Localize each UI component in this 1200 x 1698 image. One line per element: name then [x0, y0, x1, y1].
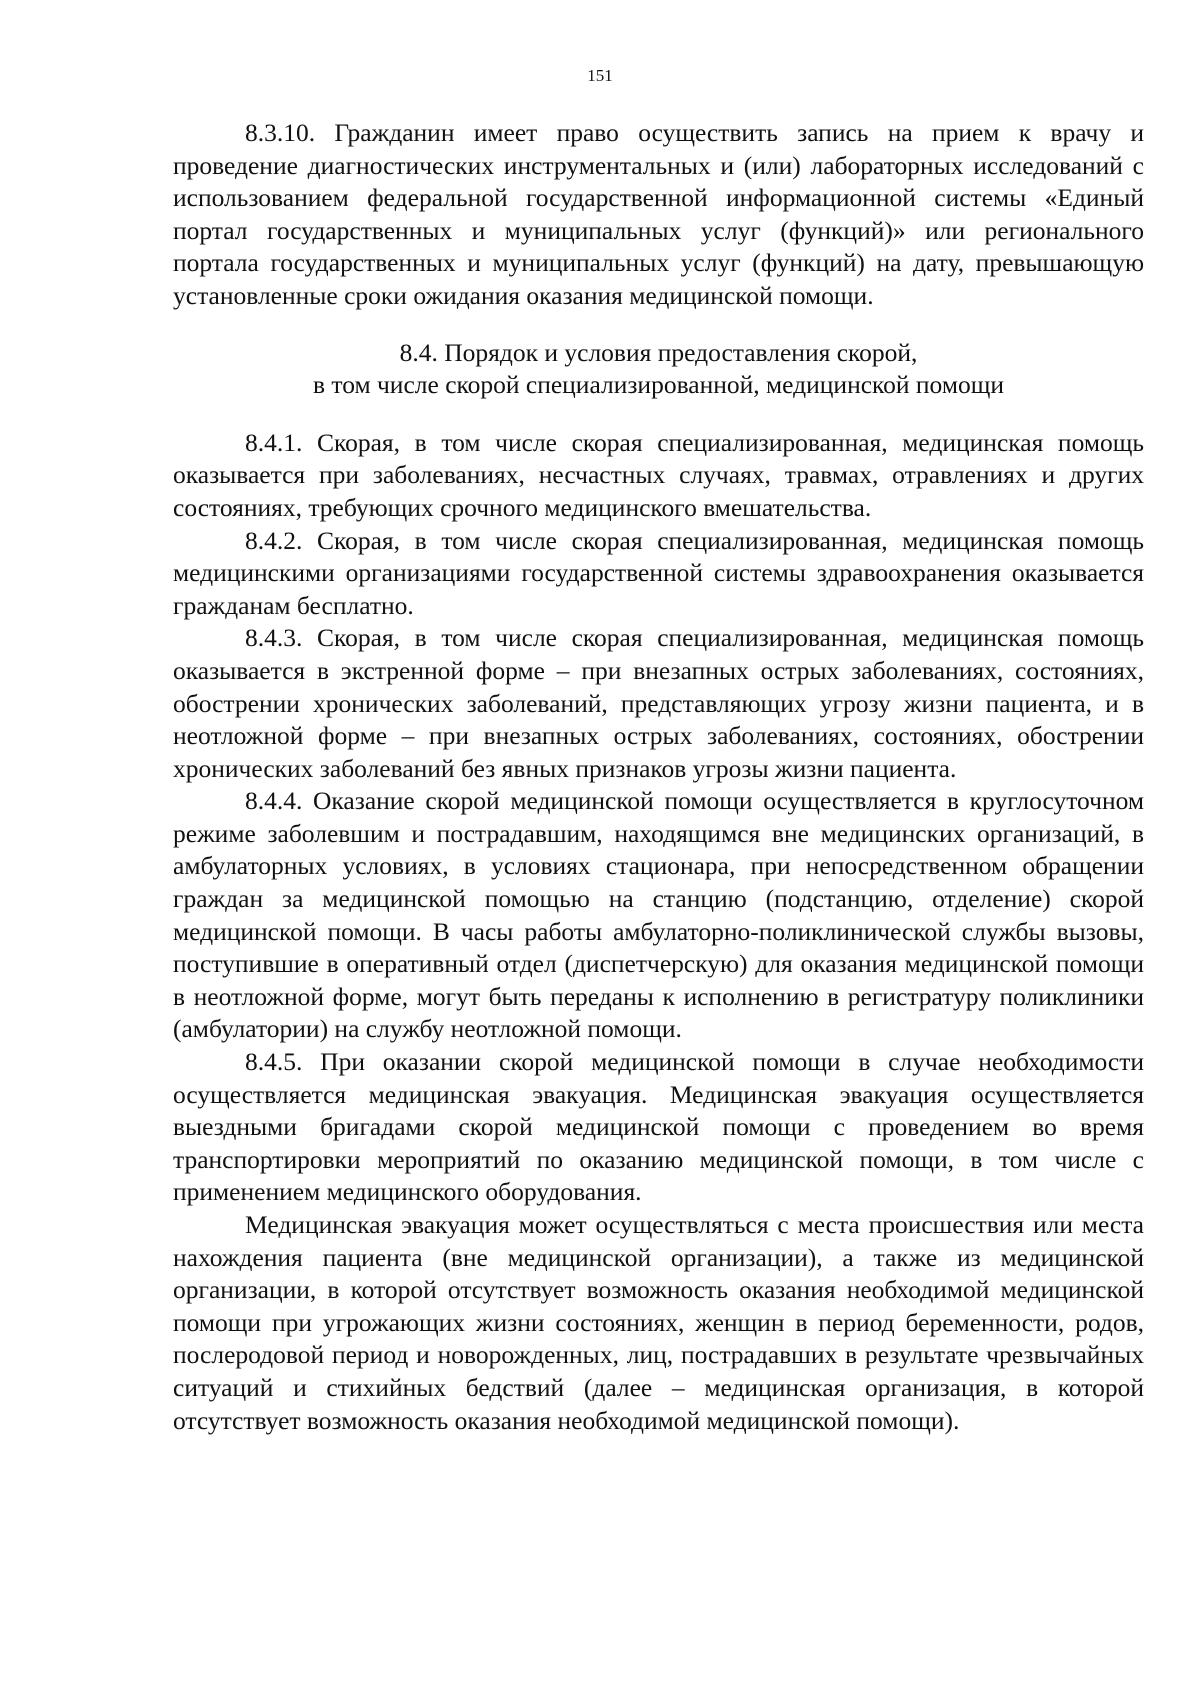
paragraph-8-4-1: 8.4.1. Скорая, в том числе скорая специализированная, медицинская помощь оказывается при заболеваниях, несчастных случаях, травмах, отравлениях и других состояниях, требующих срочного медицинского вмешательства.: [173, 427, 1144, 522]
paragraph-8-4-2: 8.4.2. Скорая, в том числе скорая специализированная, медицинская помощь медицинскими организациями государственной системы здравоохранения оказывается гражданам бесплатно.: [173, 525, 1144, 620]
section-heading-line-2: в том числе скорой специализированной, медицинской помощи: [312, 370, 1004, 400]
section-heading-line-1: 8.4. Порядок и условия предоставления скорой,: [399, 337, 918, 367]
paragraph-8-3-10: 8.3.10. Гражданин имеет право осуществить запись на прием к врачу и проведение диагностических инструментальных и (или) лабораторных исследований с использованием федеральной государственной информационной системы «Единый портал государственных и муниципальных услуг (функций)» или регионального портала государственных и муниципальных услуг (функций) на дату, превышающую установленные сроки ожидания оказания медицинской помощи.: [173, 118, 1144, 310]
paragraph-8-4-5: 8.4.5. При оказании скорой медицинской помощи в случае необходимости осуществляется медицинская эвакуация. Медицинская эвакуация осуществляется выездными бригадами скорой медицинской помощи с проведением во время транспортировки мероприятий по оказанию медицинской помощи, в том числе с применением медицинского оборудования.: [173, 1047, 1144, 1207]
section-heading-8-4: [173, 337, 1144, 402]
paragraph-8-4-4: 8.4.4. Оказание скорой медицинской помощи осуществляется в круглосуточном режиме заболевшим и пострадавшим, находящимся вне медицинских организаций, в амбулаторных условиях, в условиях стационара, при непосредственном обращении граждан за медицинской помощью на станцию (подстанцию, отделение) скорой медицинской помощи. В часы работы амбулаторно-поликлинической службы вызовы, поступившие в оперативный отдел (диспетчерскую) для оказания медицинской помощи в неотложной форме, могут быть переданы к исполнению в регистратуру поликлиники (амбулатории) на службу неотложной помощи.: [173, 786, 1144, 1044]
paragraph-8-4-3: 8.4.3. Скорая, в том числе скорая специализированная, медицинская помощь оказывается в экстренной форме – при внезапных острых заболеваниях, состояниях, обострении хронических заболеваний, представляющих угрозу жизни пациента, и в неотложной форме – при внезапных острых заболеваниях, состояниях, обострении хронических заболеваний без явных признаков угрозы жизни пациента.: [173, 623, 1144, 783]
document-body: [173, 117, 1144, 1437]
paragraph-evacuation: Медицинская эвакуация может осуществляться с места происшествия или места нахождения пациента (вне медицинской организации), а также из медицинской организации, в которой отсутствует возможность оказания необходимой медицинской помощи при угрожающих жизни состояниях, женщин в период беременности, родов, послеродовой период и новорожденных, лиц, пострадавших в результате чрезвычайных ситуаций и стихийных бедствий (далее – медицинская организация, в которой отсутствует возможность оказания необходимой медицинской помощи).: [173, 1210, 1144, 1435]
page-number: 151: [587, 66, 613, 85]
